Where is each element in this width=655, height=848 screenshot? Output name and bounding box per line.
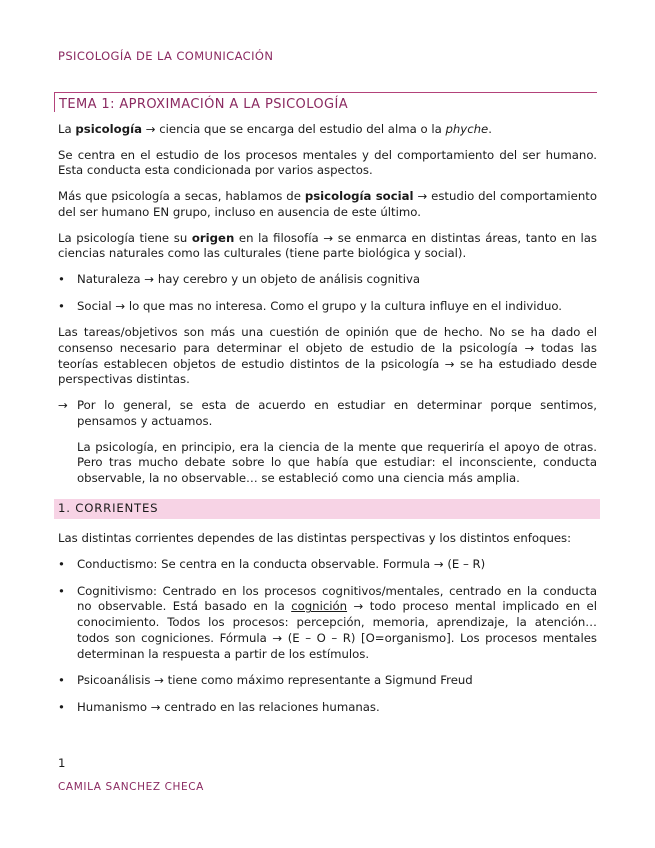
bullet-icon: • (58, 298, 65, 313)
paragraph-history: La psicología, en principio, era la ciencia de la mente que requeriría el apoyo de otras. Pero tras mucho debate sobre lo que había que estudiar: el inconsciente, conducta observable, la no observable… se estableció como una ciencia más amplia. (77, 439, 597, 485)
paragraph-focus: Se centra en el estudio de los procesos mentales y del comportamiento del ser humano. Esta conducta esta condicionada por varios aspectos. (58, 147, 597, 178)
term-phyche: phyche (445, 122, 489, 136)
list-item-psicoanalisis: • Psicoanálisis → tiene como máximo representante a Sigmund Freud (58, 673, 473, 688)
list-item-conductismo: • Conductismo: Se centra en la conducta observable. Formula → (E – R) (58, 557, 486, 572)
paragraph-origin: La psicología tiene su origen en la filosofía → se enmarca en distintas áreas, tanto en las ciencias naturales como las culturales (tiene parte biológica y social). (58, 230, 597, 261)
chapter-title: TEMA 1: APROXIMACIÓN A LA PSICOLOGÍA (54, 92, 597, 112)
bullet-icon: • (58, 673, 65, 688)
bullet-list-nature-social (58, 272, 597, 314)
paragraph-objectives: Las tareas/objetivos son más una cuestión de opinión que de hecho. No se ha dado el consenso necesario para determinar el objeto de estudio de la psicología → todas las teorías establecen objetos de estudio distintos de la psicología → se ha estudiado desde perspectivas distintas. (58, 325, 597, 387)
document-body (58, 122, 597, 727)
bullet-list-corrientes (58, 557, 597, 716)
list-item: • Naturaleza → hay cerebro y un objeto de análisis cognitiva (58, 271, 421, 286)
bullet-icon: • (58, 557, 65, 572)
list-item-cognitivismo: • Cognitivismo: Centrado en los procesos cognitivos/mentales, centrado en la conducta no observable. Está basado en la cognición → todo proceso mental implicado en el conocimiento. Todos los procesos: percepción, memoria, aprendizaje, la atención… todos son cogniciones. Fórmula → (E – O – R) [O=organismo]. Los procesos mentales determinan la respuesta a partir de los estímulos. (58, 583, 597, 661)
term-psicologia-social: psicología social (304, 189, 414, 204)
bullet-icon: • (58, 583, 65, 598)
term-origen: origen (191, 230, 235, 245)
list-item-humanismo: • Humanismo → centrado en las relaciones humanas. (58, 699, 380, 714)
running-footer-author: CAMILA SANCHEZ CHECA (58, 781, 204, 793)
term-cognicion: cognición (291, 599, 348, 614)
section-heading-corrientes: 1. CORRIENTES (54, 499, 600, 520)
arrow-right-icon: → (58, 398, 68, 413)
running-header: PSICOLOGÍA DE LA COMUNICACIÓN (58, 49, 274, 63)
paragraph-definition: La psicología → ciencia que se encarga del estudio del alma o la phyche. (58, 122, 492, 136)
paragraph-social-psychology: Más que psicología a secas, hablamos de psicología social → estudio del comportamiento del ser humano EN grupo, incluso en ausencia de este último. (58, 189, 597, 219)
page-number: 1 (58, 756, 66, 770)
term-psicologia: psicología (75, 122, 142, 136)
paragraph-corrientes-intro: Las distintas corrientes dependes de las distintas perspectivas y los distintos enfoques: (58, 531, 572, 546)
bullet-icon: • (58, 271, 65, 286)
bullet-icon: • (58, 699, 65, 714)
arrow-list-item: → Por lo general, se esta de acuerdo en estudiar en determinar porque sentimos, pensamos y actuamos. (58, 398, 597, 428)
list-item: • Social → lo que mas no interesa. Como el grupo y la cultura influye en el individuo. (58, 298, 563, 313)
